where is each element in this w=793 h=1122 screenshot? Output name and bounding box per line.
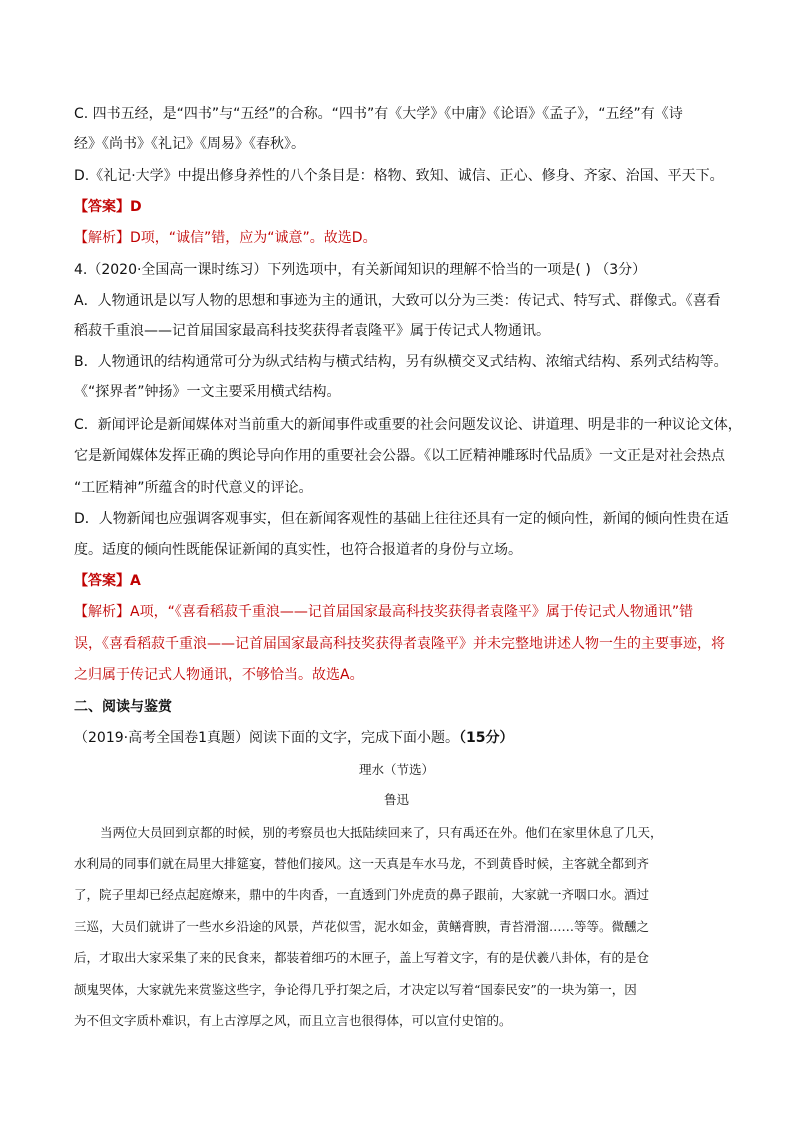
passage-line: 水利局的同事们就在局里大排筵宴，替他们接风。这一天真是车水马龙，不到黄昏时候，主客就全都到齐 (74, 856, 650, 871)
q4-analysis-line3: 之归属于传记式人物通讯，不够恰当。故选A。 (74, 667, 364, 683)
q3-analysis: 【解析】D项，“诚信”错，应为“诚意”。故选D。 (74, 230, 377, 246)
passage-line: 当两位大员回到京都的时候，别的考察员也大抵陆续回来了，只有禹还在外。他们在家里休息了几天， (100, 825, 663, 840)
passage-author: 鲁迅 (383, 792, 409, 807)
reading-intro-score: （15分） (459, 730, 514, 746)
q4-option-a-line1: A．人物通讯是以写人物的思想和事迹为主的通讯，大致可以分为三类：传记式、特写式、群像式。《喜看 (74, 293, 721, 309)
q4-analysis-line1: 【解析】A项，“《喜看稻菽千重浪——记首届国家最高科技奖获得者袁隆平》属于传记式人物通讯”错 (74, 604, 694, 620)
passage-line: 了，院子里却已经点起庭燎来，鼎中的牛肉香，一直透到门外虎贲的鼻子跟前，大家就一齐咽口水。酒过 (74, 887, 650, 902)
q3-option-c-line1: C. 四书五经，是“四书”与“五经”的合称。“四书”有《大学》《中庸》《论语》《孟子》，“五经”有《诗 (74, 106, 683, 122)
q3-option-d: D.《礼记·大学》中提出修身养性的八个条目是：格物、致知、诚信、正心、修身、齐家、治国、平天下。 (74, 168, 724, 184)
q3-option-c-line2: 经》《尚书》《礼记》《周易》《春秋》。 (74, 136, 305, 152)
section-heading: 二、阅读与鉴赏 (74, 699, 172, 715)
reading-intro (74, 728, 513, 748)
q4-analysis-line2: 误，《喜看稻菽千重浪——记首届国家最高科技奖获得者袁隆平》并未完整地讲述人物一生的主要事迹，将 (74, 636, 725, 652)
q4-option-c-line2: 它是新闻媒体发挥正确的舆论导向作用的重要社会公器。《以工匠精神雕琢时代品质》一文正是对社会热点 (74, 448, 725, 464)
q4-option-a-line2: 稻菽千重浪——记首届国家最高科技奖获得者袁隆平》属于传记式人物通讯。 (74, 323, 550, 339)
q4-option-d-line2: 度。适度的倾向性既能保证新闻的真实性，也符合报道者的身份与立场。 (74, 542, 522, 558)
q4-option-c-line3: “工匠精神”所蕴含的时代意义的评论。 (74, 480, 313, 496)
q4-option-c-line1: C．新闻评论是新闻媒体对当前重大的新闻事件或重要的社会问题发议论、讲道理、明是非的一种议论文体， (74, 417, 742, 433)
q4-option-b-line2: 《“探界者”钟扬》一文主要采用横式结构。 (74, 384, 341, 400)
q4-answer: 【答案】A (74, 573, 141, 589)
passage-title: 理水（节选） (358, 762, 434, 777)
q4-option-d-line1: D．人物新闻也应强调客观事实，但在新闻客观性的基础上往往还具有一定的倾向性，新闻的倾向性贵在适 (74, 511, 729, 527)
passage-line: 三巡，大员们就讲了一些水乡沿途的风景，芦花似雪，泥水如金，黄鳝膏腴，青苔滑溜……等等。微醺之 (74, 919, 650, 934)
passage-line: 后，才取出大家采集了来的民食来，都装着细巧的木匣子，盖上写着文字，有的是伏羲八卦体，有的是仓 (74, 950, 650, 965)
passage-line: 颉鬼哭体，大家就先来赏鉴这些字，争论得几乎打架之后，才决定以写着“国泰民安”的一块为第一，因 (74, 982, 637, 997)
q4-stem: 4.（2020·全国高一课时练习）下列选项中，有关新闻知识的理解不恰当的一项是( ) （3分） (74, 262, 647, 278)
q4-option-b-line1: B．人物通讯的结构通常可分为纵式结构与横式结构，另有纵横交叉式结构、浓缩式结构、系列式结构等。 (74, 354, 728, 370)
passage-line: 为不但文字质朴难识，有上古淳厚之风，而且立言也很得体，可以宣付史馆的。 (74, 1013, 512, 1028)
q3-answer: 【答案】D (74, 199, 142, 215)
reading-intro-text: （2019·高考全国卷1真题）阅读下面的文字，完成下面小题。 (74, 730, 459, 746)
